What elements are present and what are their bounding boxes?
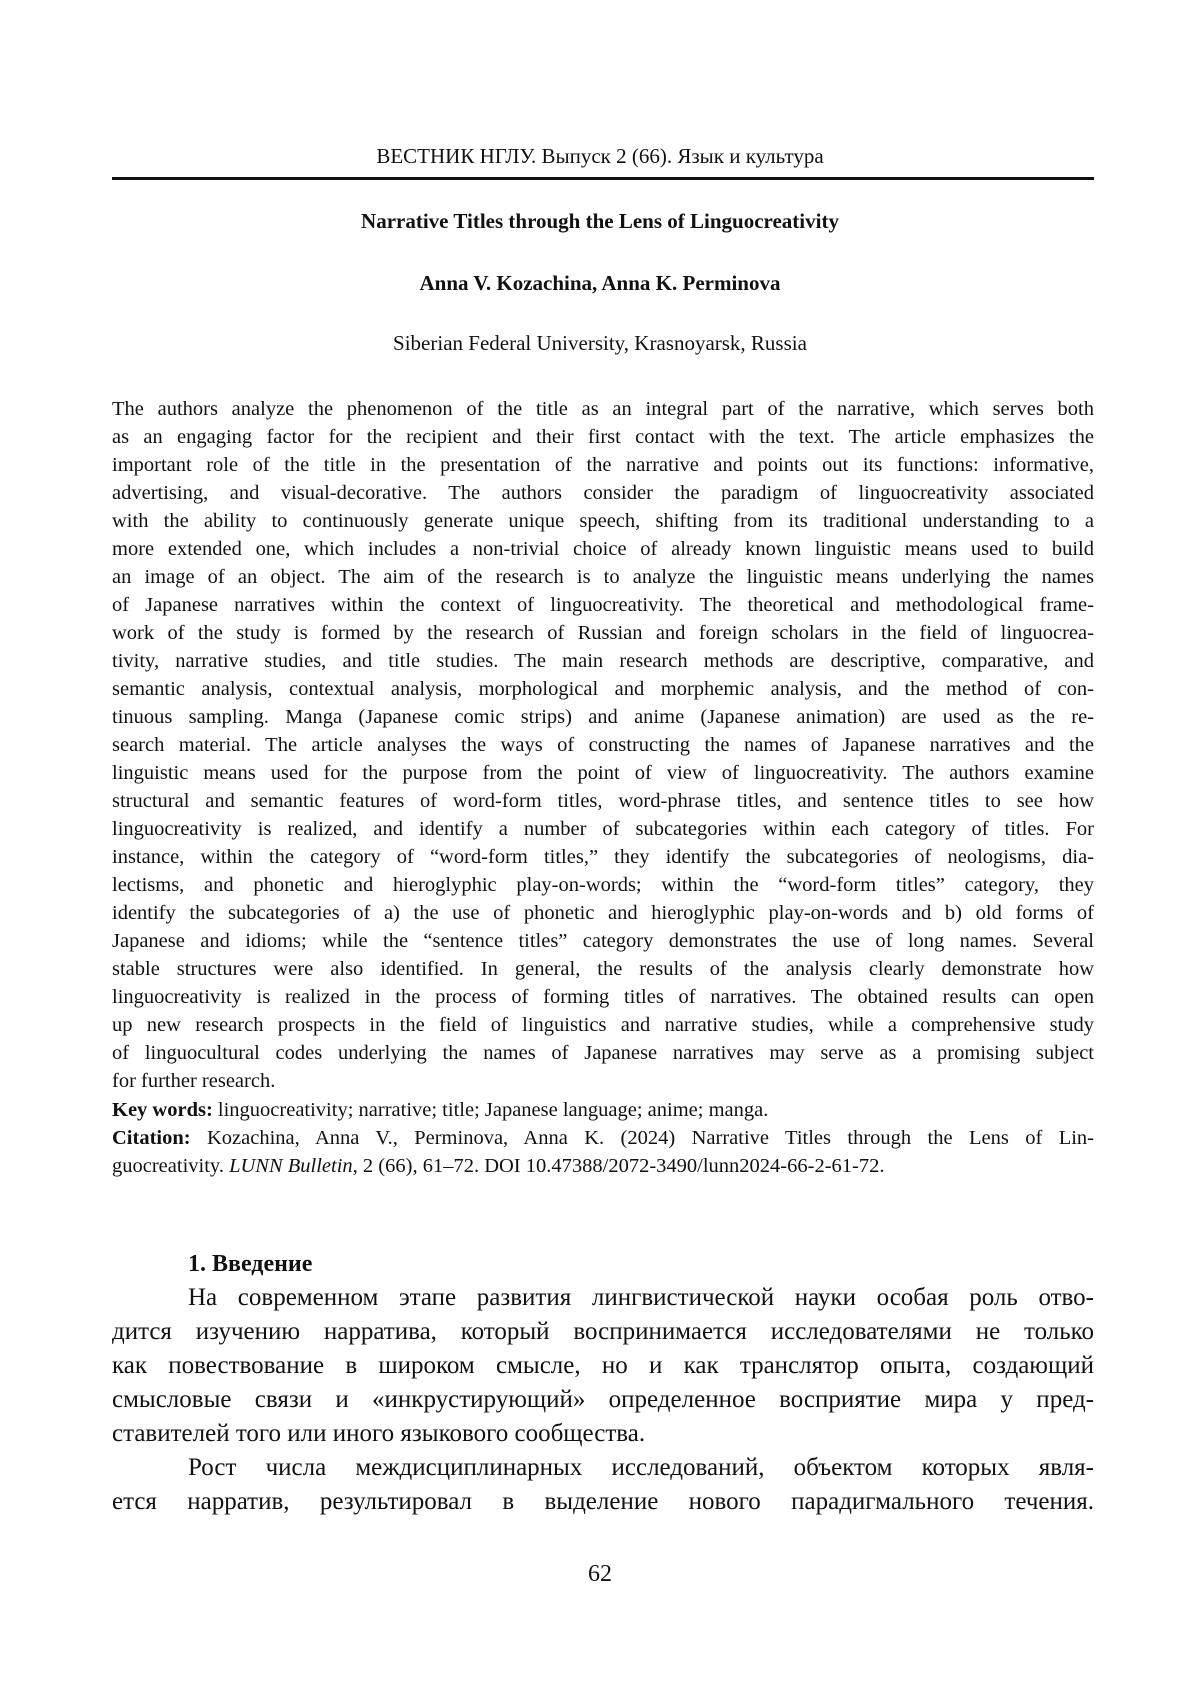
abstract-line: up new research prospects in the field of linguistics and narrative studies, while a comprehensive study: [112, 1011, 1094, 1039]
abstract-line: linguocreativity is realized, and identify a number of subcategories within each category of titles. For: [112, 815, 1094, 843]
abstract-line: structural and semantic features of word-form titles, word-phrase titles, and sentence titles to see how: [112, 787, 1094, 815]
article-meta: [112, 1096, 1094, 1180]
paragraph-line: На современном этапе развития лингвистической науки особая роль отво-: [112, 1281, 1094, 1315]
abstract-line: identify the subcategories of a) the use of phonetic and hieroglyphic play-on-words and b) old forms of: [112, 899, 1094, 927]
citation-line-1: [112, 1124, 1094, 1152]
affiliation: Siberian Federal University, Krasnoyarsk, Russia: [0, 331, 1200, 356]
citation-text: guocreativity.: [112, 1155, 229, 1177]
keywords-text: linguocreativity; narrative; title; Japanese language; anime; manga.: [213, 1099, 769, 1121]
abstract: [112, 395, 1094, 1095]
abstract-line: with the ability to continuously generate unique speech, shifting from its traditional understanding to a: [112, 507, 1094, 535]
abstract-line: important role of the title in the presentation of the narrative and points out its functions: informative,: [112, 451, 1094, 479]
abstract-line: search material. The article analyses the ways of constructing the names of Japanese narratives and the: [112, 731, 1094, 759]
running-header: ВЕСТНИК НГЛУ. Выпуск 2 (66). Язык и культура: [0, 144, 1200, 169]
abstract-line: semantic analysis, contextual analysis, morphological and morphemic analysis, and the method of con-: [112, 675, 1094, 703]
abstract-line: more extended one, which includes a non-trivial choice of already known linguistic means used to build: [112, 535, 1094, 563]
authors: Anna V. Kozachina, Anna K. Perminova: [0, 271, 1200, 296]
paragraphs: [112, 1281, 1094, 1519]
citation-label: Citation:: [112, 1127, 191, 1149]
paragraph-line: смысловые связи и «инкрустирующий» определенное восприятие мира у пред-: [112, 1383, 1094, 1417]
abstract-line: advertising, and visual-decorative. The authors consider the paradigm of linguocreativity associated: [112, 479, 1094, 507]
header-rule: [112, 177, 1094, 180]
abstract-line: of Japanese narratives within the context of linguocreativity. The theoretical and methodological frame-: [112, 591, 1094, 619]
page-number: 62: [0, 1561, 1200, 1588]
abstract-line: The authors analyze the phenomenon of the title as an integral part of the narrative, which serves both: [112, 395, 1094, 423]
paragraph: [112, 1451, 1094, 1519]
article-title: Narrative Titles through the Lens of Linguocreativity: [0, 209, 1200, 234]
paragraph-line: ется нарратив, результировал в выделение нового парадигмального течения.: [112, 1485, 1094, 1519]
paragraph-line: Рост числа междисциплинарных исследований, объектом которых явля-: [112, 1451, 1094, 1485]
keywords: [112, 1096, 1094, 1124]
paragraph-line: дится изучению нарратива, который воспринимается исследователями не только: [112, 1315, 1094, 1349]
citation-doi: , 2 (66), 61–72. DOI 10.47388/2072-3490/lunn2024-66-2-61-72.: [353, 1155, 885, 1177]
abstract-line: stable structures were also identified. In general, the results of the analysis clearly demonstrate how: [112, 955, 1094, 983]
paragraph-line: ставителей того или иного языкового сообщества.: [112, 1417, 1094, 1451]
paragraph-line: как повествование в широком смысле, но и как транслятор опыта, создающий: [112, 1349, 1094, 1383]
abstract-line: of linguocultural codes underlying the names of Japanese narratives may serve as a promising subject: [112, 1039, 1094, 1067]
abstract-line: tivity, narrative studies, and title studies. The main research methods are descriptive, comparative, and: [112, 647, 1094, 675]
citation-text: Kozachina, Anna V., Perminova, Anna K. (2024) Narrative Titles through the Lens of Lin-: [191, 1127, 1094, 1149]
citation-line-2: [112, 1152, 1094, 1180]
abstract-line: lectisms, and phonetic and hieroglyphic play-on-words; within the “word-form titles” category, they: [112, 871, 1094, 899]
paragraph: [112, 1281, 1094, 1451]
keywords-label: Key words:: [112, 1099, 213, 1121]
abstract-line: for further research.: [112, 1067, 1094, 1095]
abstract-line: linguistic means used for the purpose from the point of view of linguocreativity. The authors examine: [112, 759, 1094, 787]
journal-name: LUNN Bulletin: [229, 1155, 353, 1177]
abstract-line: as an engaging factor for the recipient and their first contact with the text. The article emphasizes the: [112, 423, 1094, 451]
abstract-line: linguocreativity is realized in the process of forming titles of narratives. The obtained results can open: [112, 983, 1094, 1011]
abstract-line: work of the study is formed by the research of Russian and foreign scholars in the field of linguocrea-: [112, 619, 1094, 647]
article-body: [112, 1247, 1094, 1519]
abstract-line: an image of an object. The aim of the research is to analyze the linguistic means underlying the names: [112, 563, 1094, 591]
section-heading: 1. Введение: [112, 1247, 1094, 1281]
abstract-line: Japanese and idioms; while the “sentence titles” category demonstrates the use of long names. Several: [112, 927, 1094, 955]
abstract-line: tinuous sampling. Manga (Japanese comic strips) and anime (Japanese animation) are used as the re-: [112, 703, 1094, 731]
abstract-line: instance, within the category of “word-form titles,” they identify the subcategories of neologisms, dia-: [112, 843, 1094, 871]
